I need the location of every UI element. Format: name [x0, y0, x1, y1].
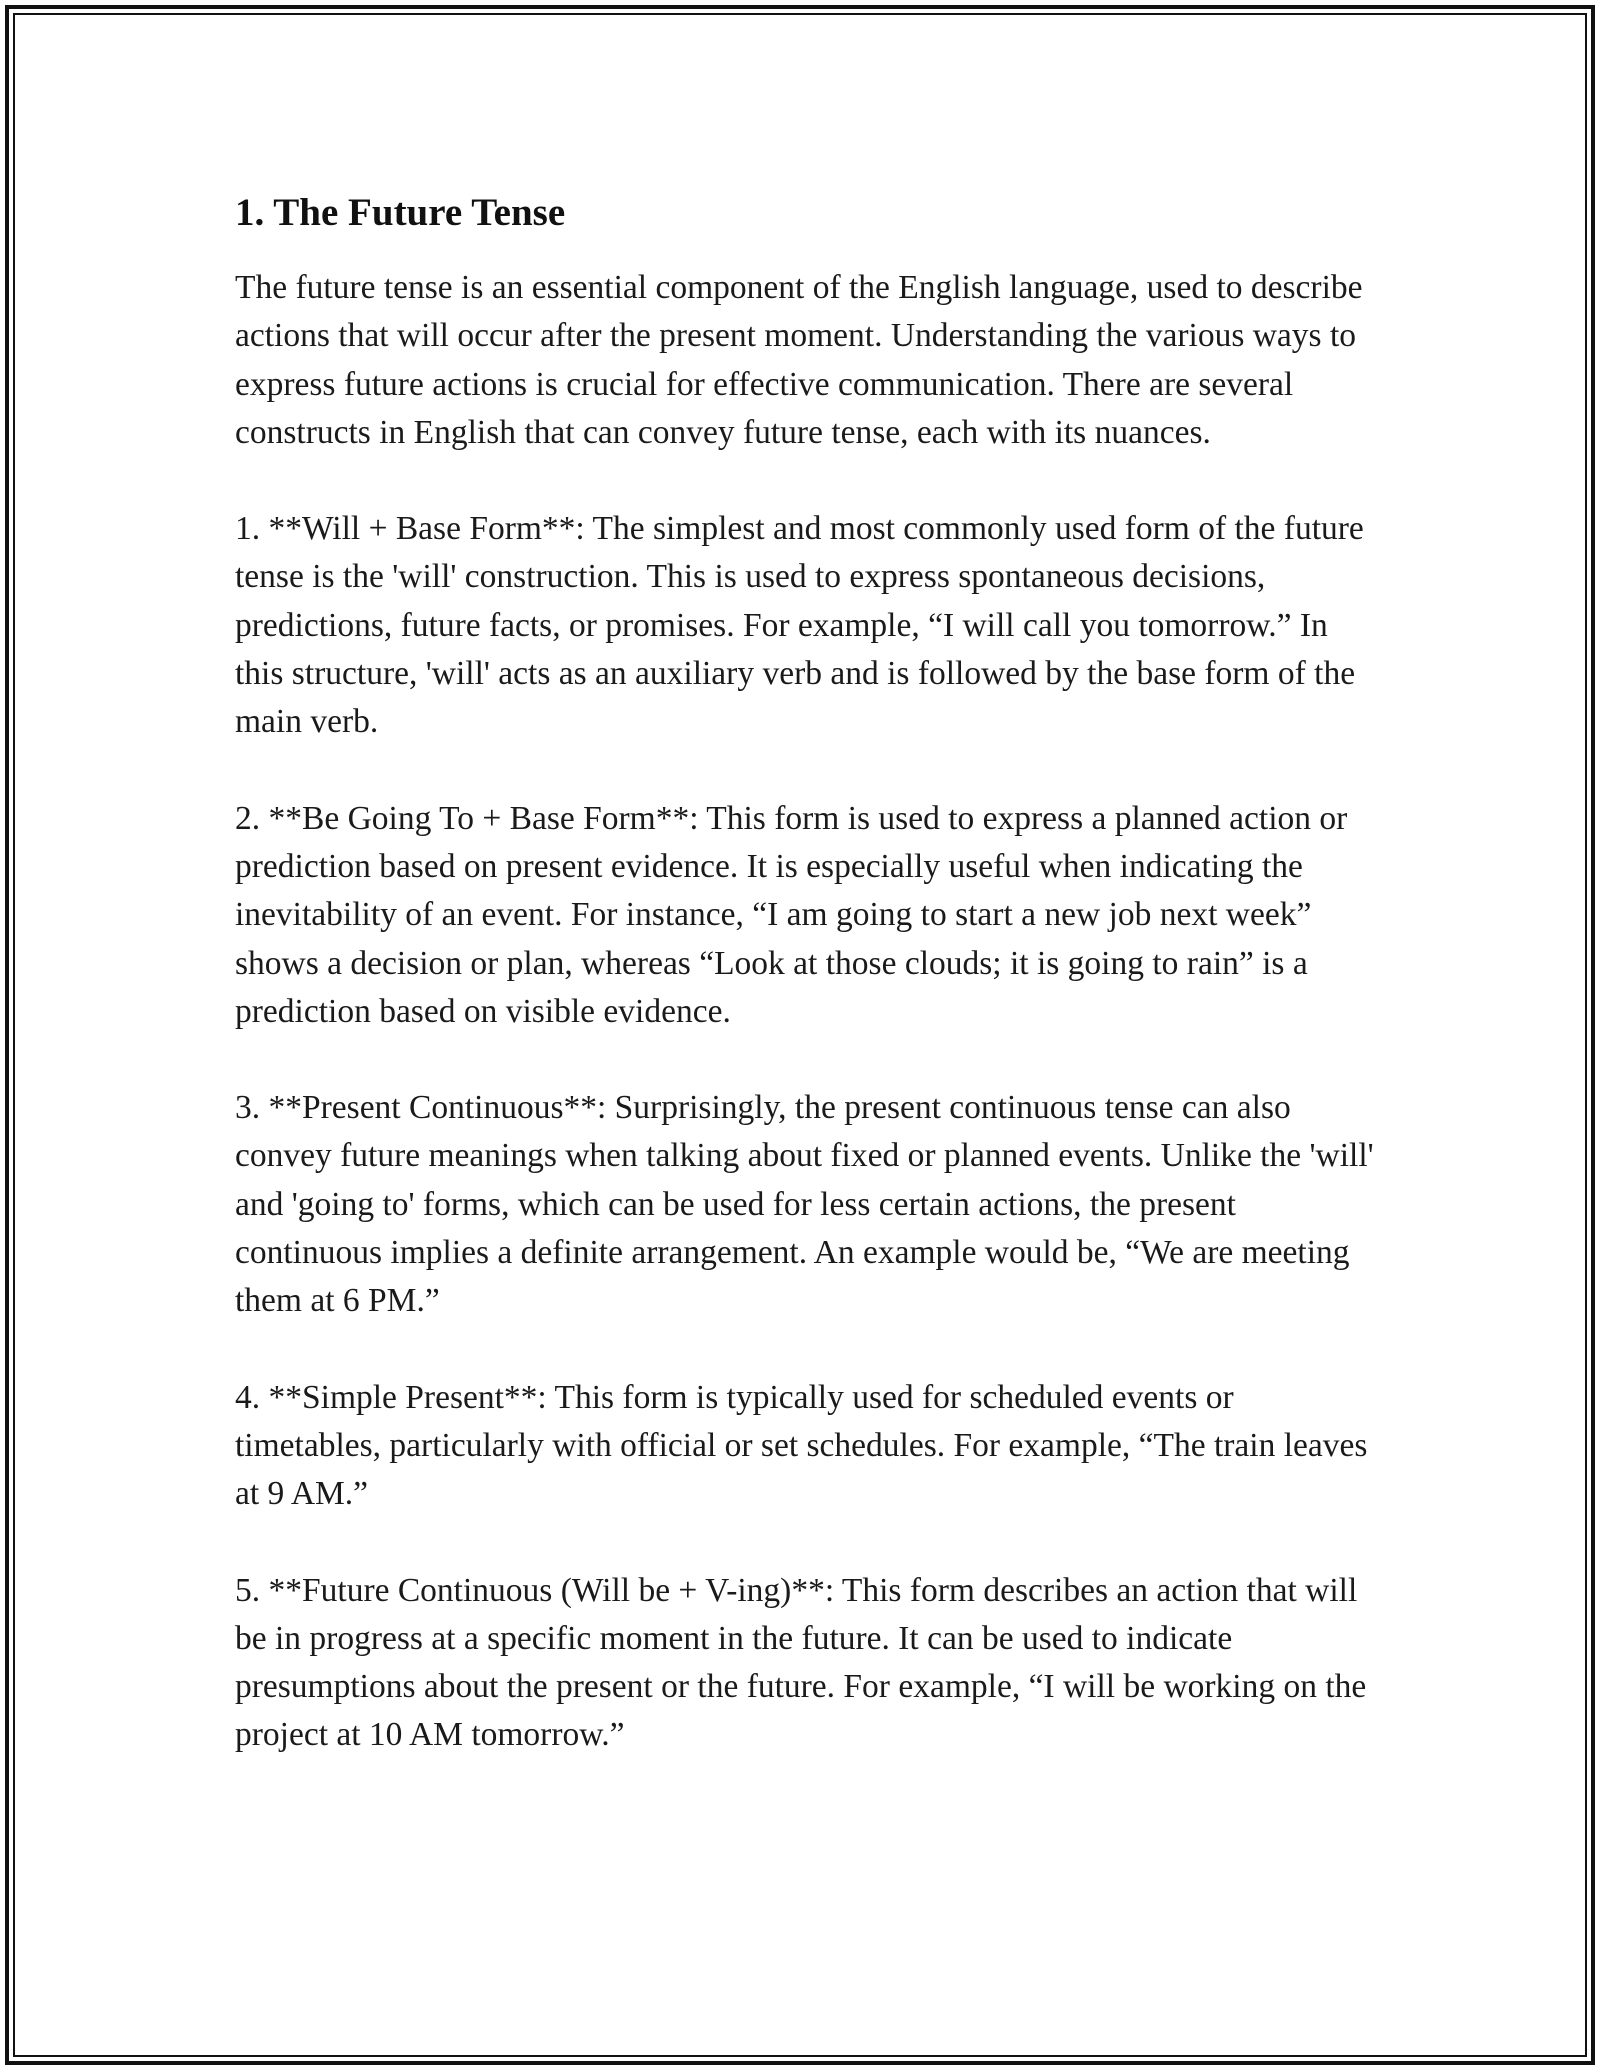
section-title: 1. The Future Tense: [235, 191, 566, 234]
present-continuous-paragraph: 3. **Present Continuous**: Surprisingly, the present continuous tense can also convey future meanings when talking about fixed or planned events. Unlike the 'will' and 'going to' forms, which can be used for less certain actions, the present continuous implies a definite arrangement. An example would be, “We are meeting them at 6 PM.”: [235, 1089, 1374, 1320]
simple-present-paragraph: 4. **Simple Present**: This form is typically used for scheduled events or timetables, particularly with official or set schedules. For example, “The train leaves at 9 AM.”: [235, 1378, 1368, 1513]
document-body: [235, 186, 1375, 1808]
be-going-to-paragraph: 2. **Be Going To + Base Form**: This form is used to express a planned action or prediction based on present evidence. It is especially useful when indicating the inevitability of an event. For instance, “I am going to start a new job next week” shows a decision or plan, whereas “Look at those clouds; it is going to rain” is a prediction based on visible evidence.: [235, 799, 1348, 1030]
will-base-form-paragraph: 1. **Will + Base Form**: The simplest and most commonly used form of the future tense is the 'will' construction. This is used to express spontaneous decisions, predictions, future facts, or promises. For example, “I will call you tomorrow.” In this structure, 'will' acts as an auxiliary verb and is followed by the base form of the main verb.: [235, 510, 1364, 741]
intro-paragraph: The future tense is an essential component of the English language, used to describe actions that will occur after the present moment. Understanding the various ways to express future actions is crucial for effective communication. There are several constructs in English that can convey future tense, each with its nuances.: [235, 269, 1363, 451]
future-continuous-paragraph: 5. **Future Continuous (Will be + V-ing)**: This form describes an action that will be in progress at a specific moment in the future. It can be used to indicate presumptions about the present or the future. For example, “I will be working on the project at 10 AM tomorrow.”: [235, 1571, 1367, 1754]
